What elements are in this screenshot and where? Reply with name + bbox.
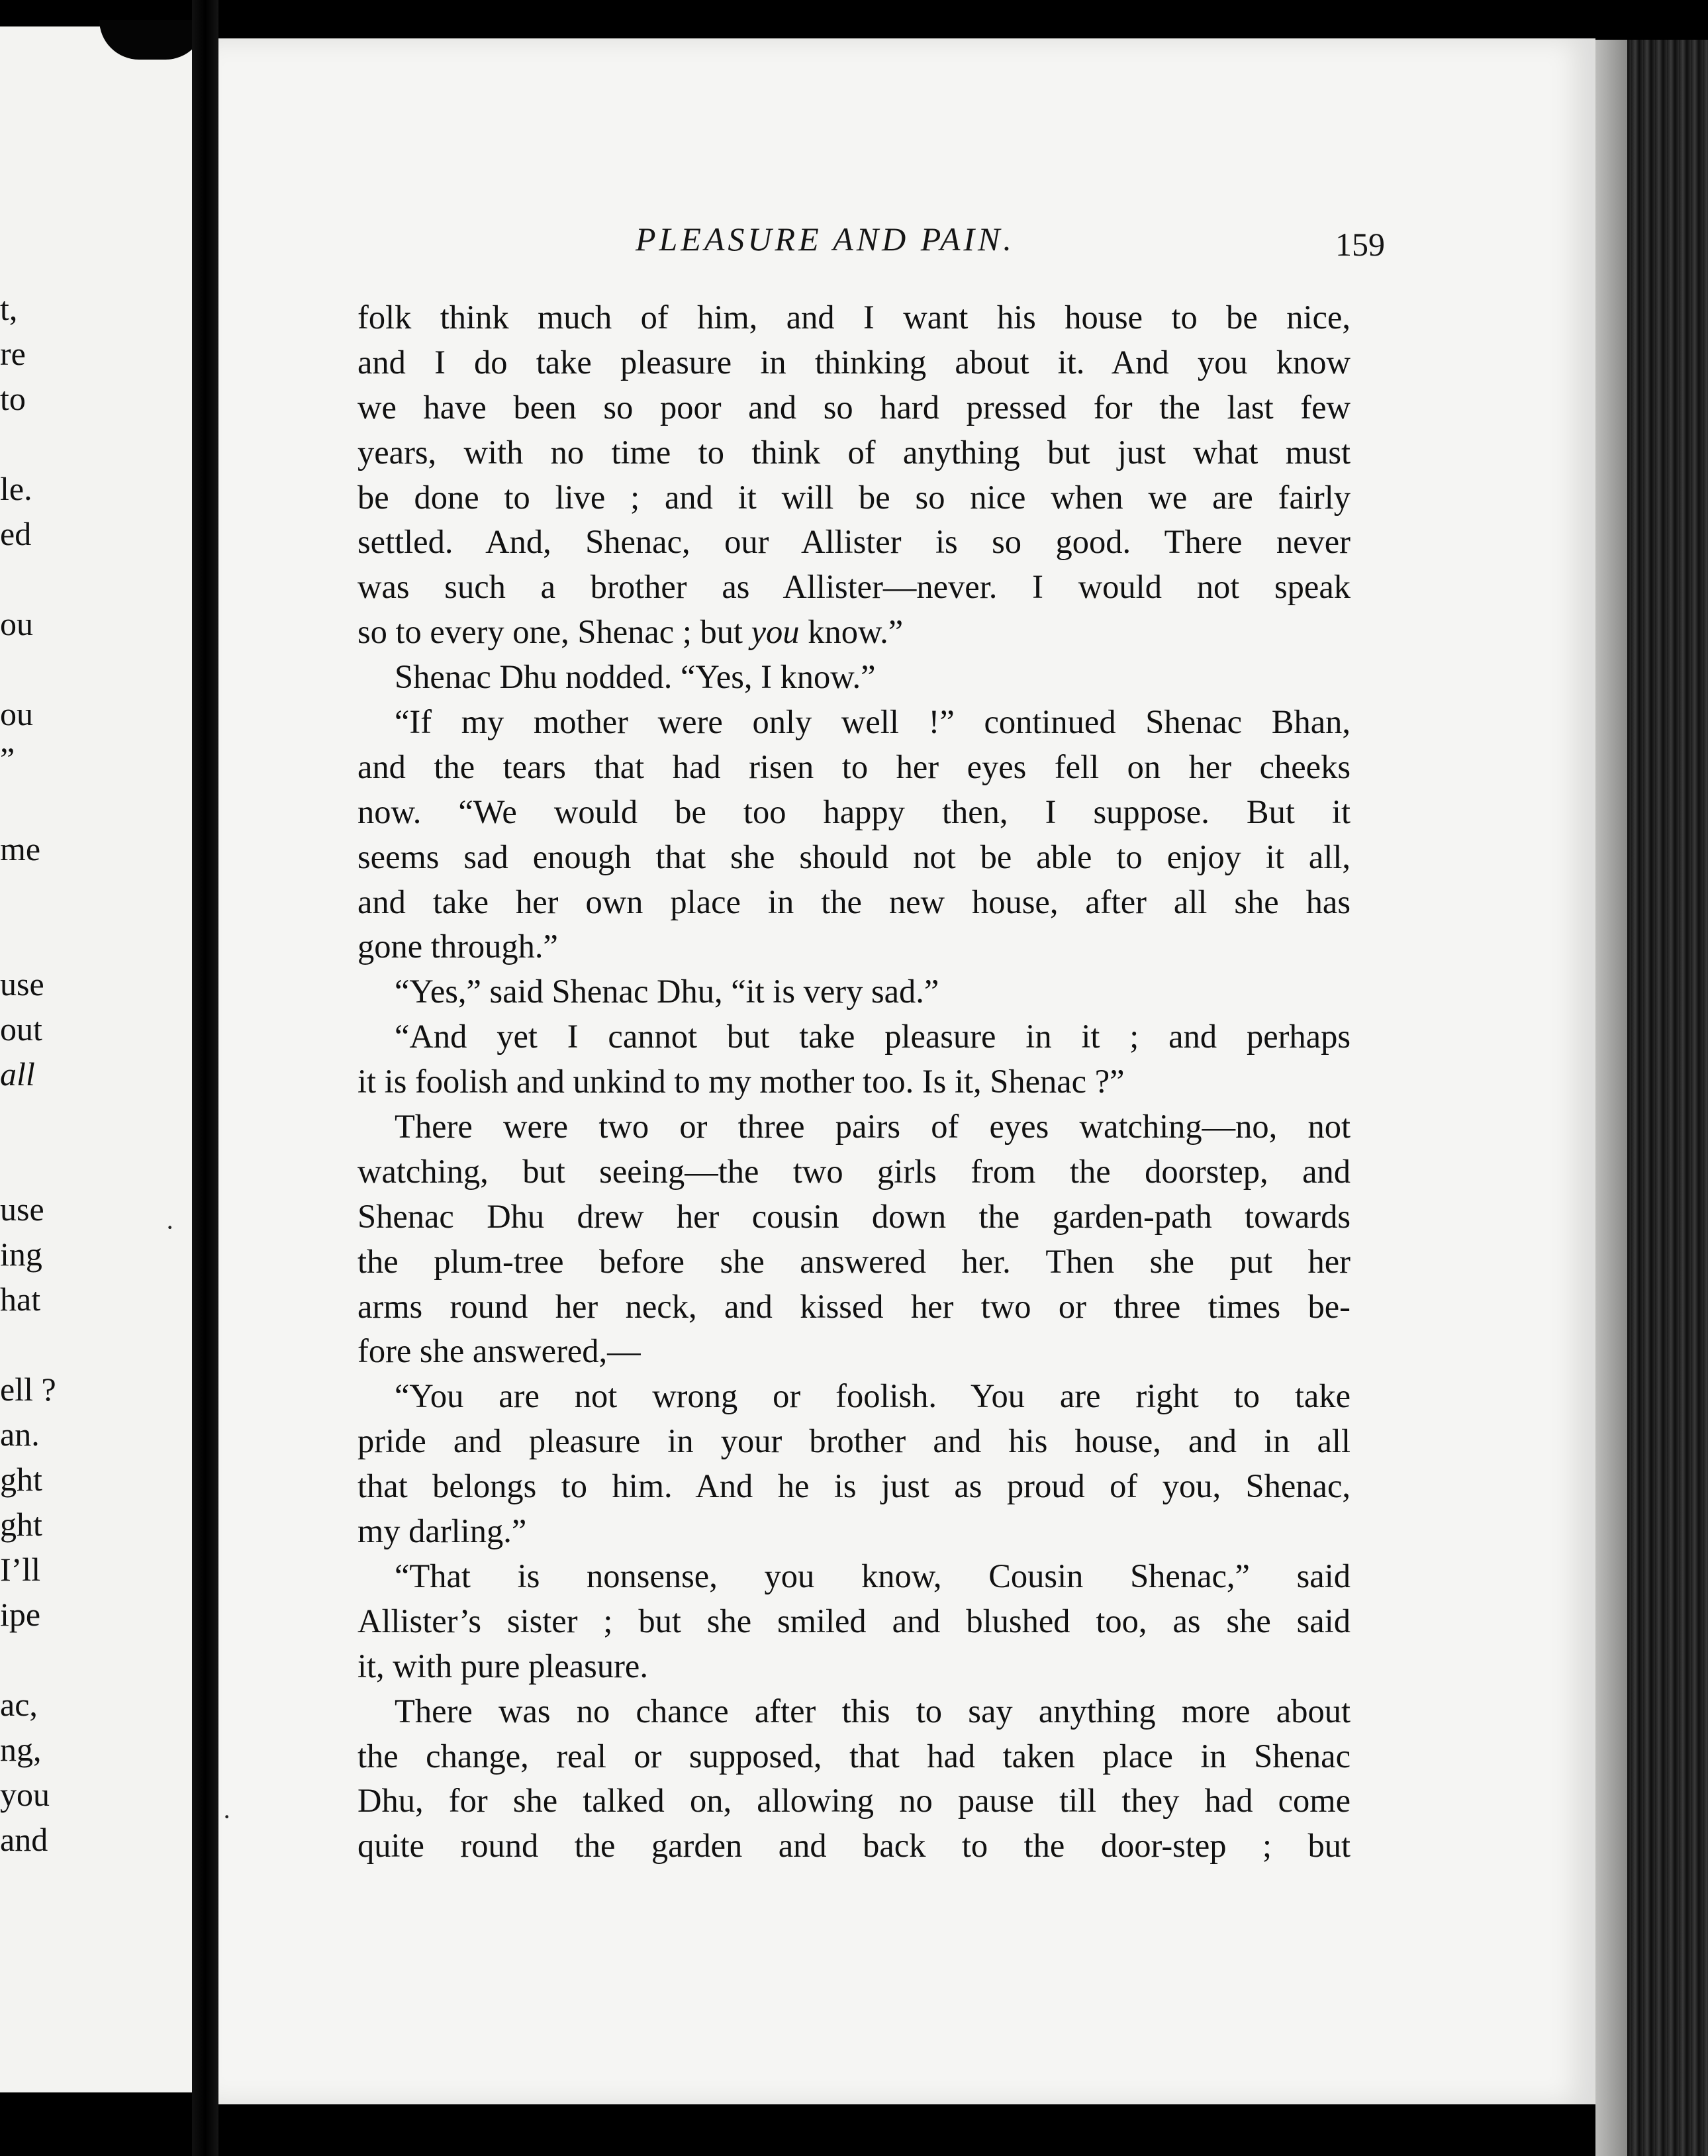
ink-speck: · xyxy=(166,1212,175,1242)
previous-page-fragment: an. xyxy=(0,1416,40,1453)
previous-page-fragments xyxy=(0,286,66,1862)
previous-page-fragment: me xyxy=(0,830,41,867)
previous-page-fragment: re xyxy=(0,335,26,372)
previous-page-fragment: ng, xyxy=(0,1731,42,1768)
text-line: “Yes,” said Shenac Dhu, “it is very sad.” xyxy=(395,973,939,1010)
previous-page-fragment: use xyxy=(0,1191,44,1228)
text-line: now. “We would be too happy then, I suppose. But it xyxy=(357,793,1351,830)
previous-page-fragment xyxy=(0,556,66,601)
previous-page-fragment xyxy=(0,646,66,691)
previous-page-fragment: ell ? xyxy=(0,1371,56,1408)
text-line: the change, real or supposed, that had taken place in Shenac xyxy=(357,1737,1351,1775)
previous-page-fragment xyxy=(0,871,66,916)
previous-page-fragment: to xyxy=(0,380,26,417)
previous-page-fragment xyxy=(0,1637,66,1682)
text-line: it is foolish and unkind to my mother too. Is it, Shenac ?” xyxy=(357,1063,1125,1101)
previous-page-fragment xyxy=(0,1142,66,1187)
previous-page-fragment xyxy=(0,781,66,826)
text-line: fore she answered,— xyxy=(357,1332,641,1370)
text-line: Allister’s sister ; but she smiled and blushed too, as she said xyxy=(357,1602,1351,1640)
text-line: quite round the garden and back to the door-step ; but xyxy=(357,1827,1351,1865)
page-number: 159 xyxy=(1335,226,1385,263)
italic-word: you xyxy=(751,613,800,651)
previous-page-fragment: ght xyxy=(0,1461,42,1498)
text-run: know.” xyxy=(799,613,904,651)
text-line: There were two or three pairs of eyes watching—no, not xyxy=(395,1108,1351,1146)
previous-page-fragment: and xyxy=(0,1821,48,1858)
previous-page-fragment: ac, xyxy=(0,1686,38,1723)
text-line: my darling.” xyxy=(357,1512,527,1550)
text-line: Shenac Dhu nodded. “Yes, I know.” xyxy=(395,658,876,696)
text-line: folk think much of him, and I want his house to be nice, xyxy=(357,299,1351,336)
previous-page-fragment: ” xyxy=(0,740,15,777)
previous-page-fragment xyxy=(0,421,66,466)
text-line: the plum-tree before she answered her. Then she put her xyxy=(357,1242,1351,1280)
text-line: “And yet I cannot but take pleasure in it ; and perhaps xyxy=(395,1018,1351,1055)
previous-page-edge xyxy=(0,26,192,2092)
text-line: arms round her neck, and kissed her two or three times be- xyxy=(357,1287,1351,1325)
previous-page-fragment xyxy=(0,916,66,961)
page-edge-stack xyxy=(1595,40,1708,2156)
text-line: settled. And, Shenac, our Allister is so good. There never xyxy=(357,523,1351,561)
running-head: PLEASURE AND PAIN. xyxy=(636,220,1015,258)
text-line: be done to live ; and it will be so nice when we are fairly xyxy=(357,478,1351,516)
text-line: There was no chance after this to say anything more about xyxy=(395,1692,1351,1730)
text-line: gone through.” xyxy=(357,928,558,965)
text-run: so to every one, Shenac ; but xyxy=(357,613,751,651)
previous-page-fragment: you xyxy=(0,1776,50,1813)
previous-page-fragment: ght xyxy=(0,1506,42,1543)
previous-page-fragment xyxy=(0,1322,66,1367)
previous-page-fragment: ou xyxy=(0,695,33,732)
text-line: we have been so poor and so hard pressed for the last few xyxy=(357,388,1351,426)
previous-page-fragment: I’ll xyxy=(0,1551,41,1588)
previous-page-fragment: ed xyxy=(0,515,32,552)
text-line: that belongs to him. And he is just as proud of you, Shenac, xyxy=(357,1467,1351,1505)
previous-page-fragment: ing xyxy=(0,1236,42,1273)
text-line: “You are not wrong or foolish. You are right to take xyxy=(395,1377,1351,1415)
text-line: Dhu, for she talked on, allowing no pause till they had come xyxy=(357,1782,1351,1820)
text-line xyxy=(357,610,1351,655)
text-line: was such a brother as Allister—never. I would not speak xyxy=(357,568,1351,606)
text-line: pride and pleasure in your brother and his house, and in all xyxy=(357,1422,1351,1460)
page-body-text xyxy=(357,295,1351,1869)
text-line: it, with pure pleasure. xyxy=(357,1647,648,1685)
previous-page-fragment: out xyxy=(0,1010,42,1048)
text-line: Shenac Dhu drew her cousin down the garden-path towards xyxy=(357,1197,1351,1235)
previous-page-fragment: all xyxy=(0,1055,35,1093)
previous-page-fragment: ipe xyxy=(0,1596,41,1633)
previous-page-fragment: le. xyxy=(0,470,32,507)
previous-page-fragment xyxy=(0,1097,66,1142)
text-line: and I do take pleasure in thinking about it. And you know xyxy=(357,343,1351,381)
previous-page-fragment: t, xyxy=(0,290,18,327)
text-line: “That is nonsense, you know, Cousin Shenac,” said xyxy=(395,1557,1351,1594)
previous-page-fragment: ou xyxy=(0,605,33,642)
text-line: and take her own place in the new house, after all she has xyxy=(357,883,1351,920)
text-line: seems sad enough that she should not be able to enjoy it all, xyxy=(357,838,1351,875)
text-line: “If my mother were only well !” continued Shenac Bhan, xyxy=(395,703,1351,741)
text-line: and the tears that had risen to her eyes fell on her cheeks xyxy=(357,748,1351,785)
text-line: watching, but seeing—the two girls from the doorstep, and xyxy=(357,1152,1351,1190)
book-gutter xyxy=(192,0,218,2156)
previous-page-fragment: use xyxy=(0,965,44,1003)
previous-page-fragment: hat xyxy=(0,1281,41,1318)
text-line: years, with no time to think of anything but just what must xyxy=(357,433,1351,471)
ink-speck: · xyxy=(222,1802,232,1832)
